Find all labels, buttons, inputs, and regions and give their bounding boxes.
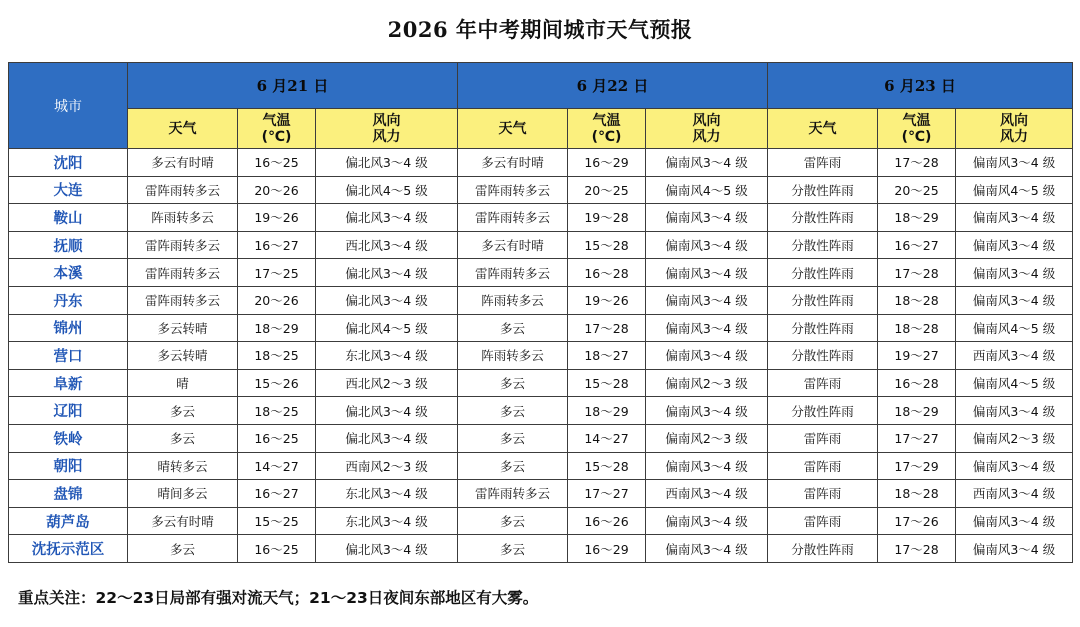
wind-cell: 偏南风3～4 级 [956,507,1073,535]
weather-cell: 雷阵雨转多云 [458,480,568,508]
wind-cell: 偏南风3～4 级 [646,149,768,177]
weather-cell: 雷阵雨转多云 [458,176,568,204]
weather-cell: 多云有时晴 [128,507,238,535]
date-header-0: 6 月21 日 [128,63,458,109]
weather-cell: 雷阵雨 [768,507,878,535]
temperature-cell: 19～27 [878,342,956,370]
temperature-cell: 18～29 [878,204,956,232]
table-row [9,231,1073,259]
subheader-temp-label: 气温 [592,112,621,129]
city-name: 大连 [9,176,128,204]
table-row [9,397,1073,425]
subheader-temp-unit: (℃) [261,128,292,145]
weather-cell: 阵雨转多云 [458,342,568,370]
temperature-cell: 18～29 [878,397,956,425]
wind-cell: 偏南风3～4 级 [956,286,1073,314]
weather-cell: 雷阵雨转多云 [458,259,568,287]
city-name: 铁岭 [9,424,128,452]
city-name: 丹东 [9,286,128,314]
temperature-cell: 15～25 [238,507,316,535]
temperature-cell: 17～25 [238,259,316,287]
city-name: 锦州 [9,314,128,342]
subheader-weather: 天气 [128,109,238,149]
city-name: 盘锦 [9,480,128,508]
temperature-cell: 16～26 [568,507,646,535]
temperature-cell: 17～27 [568,480,646,508]
wind-cell: 西北风3～4 级 [316,231,458,259]
table-row [9,176,1073,204]
wind-cell: 偏南风4～5 级 [646,176,768,204]
wind-cell: 偏北风3～4 级 [316,397,458,425]
temperature-cell: 17～28 [568,314,646,342]
weather-cell: 多云 [458,452,568,480]
weather-cell: 分散性阵雨 [768,286,878,314]
temperature-cell: 16～29 [568,535,646,563]
subheader-temp-label: 气温 [902,112,931,129]
table-row [9,342,1073,370]
wind-cell: 偏南风3～4 级 [646,204,768,232]
temperature-cell: 16～27 [238,231,316,259]
wind-cell: 偏南风3～4 级 [646,286,768,314]
weather-cell: 雷阵雨转多云 [458,204,568,232]
temperature-cell: 18～28 [878,480,956,508]
table-row [9,507,1073,535]
city-name: 抚顺 [9,231,128,259]
city-name: 沈抚示范区 [9,535,128,563]
subheader-wind-force: 风力 [692,128,721,145]
temperature-cell: 19～26 [238,204,316,232]
weather-cell: 雷阵雨 [768,369,878,397]
wind-cell: 偏南风3～4 级 [646,259,768,287]
wind-cell: 西南风3～4 级 [956,342,1073,370]
temperature-cell: 20～26 [238,286,316,314]
wind-cell: 偏南风3～4 级 [956,535,1073,563]
wind-cell: 偏北风3～4 级 [316,286,458,314]
city-name: 葫芦岛 [9,507,128,535]
weather-cell: 分散性阵雨 [768,204,878,232]
wind-cell: 东北风3～4 级 [316,342,458,370]
wind-cell: 偏南风3～4 级 [646,452,768,480]
weather-cell: 多云 [458,397,568,425]
weather-cell: 雷阵雨转多云 [128,259,238,287]
weather-cell: 雷阵雨 [768,149,878,177]
temperature-cell: 16～28 [878,369,956,397]
table-row [9,204,1073,232]
subheader-temperature [568,109,646,149]
table-row [9,424,1073,452]
wind-cell: 偏南风3～4 级 [956,397,1073,425]
temperature-cell: 19～28 [568,204,646,232]
weather-cell: 多云 [458,369,568,397]
weather-cell: 雷阵雨 [768,452,878,480]
wind-cell: 偏北风3～4 级 [316,535,458,563]
weather-cell: 多云 [458,535,568,563]
weather-cell: 分散性阵雨 [768,231,878,259]
temperature-cell: 16～27 [238,480,316,508]
temperature-cell: 17～28 [878,149,956,177]
wind-cell: 偏南风3～4 级 [646,314,768,342]
weather-cell: 分散性阵雨 [768,314,878,342]
temperature-cell: 17～29 [878,452,956,480]
city-name: 沈阳 [9,149,128,177]
temperature-cell: 16～25 [238,535,316,563]
wind-cell: 偏北风4～5 级 [316,176,458,204]
wind-cell: 东北风3～4 级 [316,480,458,508]
table-row [9,259,1073,287]
weather-cell: 雷阵雨转多云 [128,176,238,204]
temperature-cell: 15～28 [568,231,646,259]
temperature-cell: 18～28 [878,314,956,342]
wind-cell: 偏南风3～4 级 [956,231,1073,259]
weather-cell: 多云 [458,314,568,342]
weather-cell: 多云有时晴 [128,149,238,177]
table-row [9,369,1073,397]
table-row [9,452,1073,480]
subheader-temperature [878,109,956,149]
table-row [9,286,1073,314]
temperature-cell: 18～29 [568,397,646,425]
city-name: 本溪 [9,259,128,287]
wind-cell: 偏南风3～4 级 [956,149,1073,177]
wind-cell: 西南风3～4 级 [646,480,768,508]
temperature-cell: 15～26 [238,369,316,397]
wind-cell: 西北风2～3 级 [316,369,458,397]
weather-cell: 分散性阵雨 [768,342,878,370]
subheader-wind [646,109,768,149]
temperature-cell: 18～29 [238,314,316,342]
table-row [9,480,1073,508]
subheader-wind-direction: 风向 [1000,112,1029,129]
weather-cell: 阵雨转多云 [128,204,238,232]
city-name: 阜新 [9,369,128,397]
weather-cell: 多云有时晴 [458,231,568,259]
weather-cell: 分散性阵雨 [768,535,878,563]
table-row [9,314,1073,342]
weather-cell: 晴 [128,369,238,397]
wind-cell: 偏南风3～4 级 [646,342,768,370]
wind-cell: 偏南风3～4 级 [956,204,1073,232]
subheader-temp-label: 气温 [262,112,291,129]
wind-cell: 偏南风2～3 级 [646,424,768,452]
city-name: 鞍山 [9,204,128,232]
temperature-cell: 17～26 [878,507,956,535]
wind-cell: 偏南风3～4 级 [646,507,768,535]
weather-cell: 多云 [458,507,568,535]
weather-cell: 多云有时晴 [458,149,568,177]
date-header-1: 6 月22 日 [458,63,768,109]
weather-cell: 雷阵雨 [768,480,878,508]
temperature-cell: 17～28 [878,535,956,563]
wind-cell: 偏北风3～4 级 [316,424,458,452]
weather-cell: 多云 [458,424,568,452]
temperature-cell: 15～28 [568,452,646,480]
wind-cell: 偏南风4～5 级 [956,369,1073,397]
temperature-cell: 18～25 [238,342,316,370]
temperature-cell: 18～25 [238,397,316,425]
weather-cell: 分散性阵雨 [768,259,878,287]
wind-cell: 偏北风3～4 级 [316,149,458,177]
subheader-temperature [238,109,316,149]
temperature-cell: 19～26 [568,286,646,314]
temperature-cell: 16～25 [238,149,316,177]
wind-cell: 偏北风3～4 级 [316,204,458,232]
weather-cell: 晴间多云 [128,480,238,508]
temperature-cell: 18～28 [878,286,956,314]
temperature-cell: 16～27 [878,231,956,259]
temperature-cell: 16～25 [238,424,316,452]
date-header-2: 6 月23 日 [768,63,1073,109]
temperature-cell: 18～27 [568,342,646,370]
subheader-wind-force: 风力 [1000,128,1029,145]
key-notice: 重点关注：22～23日局部有强对流天气；21～23日夜间东部地区有大雾。 [18,589,539,607]
subheader-wind-direction: 风向 [692,112,721,129]
wind-cell: 偏南风4～5 级 [956,314,1073,342]
city-name: 朝阳 [9,452,128,480]
temperature-cell: 14～27 [568,424,646,452]
wind-cell: 偏南风3～4 级 [646,397,768,425]
wind-cell: 偏南风3～4 级 [646,535,768,563]
weather-cell: 多云转晴 [128,342,238,370]
subheader-temp-unit: (℃) [591,128,622,145]
wind-cell: 偏南风3～4 级 [646,231,768,259]
weather-cell: 阵雨转多云 [458,286,568,314]
weather-cell: 多云 [128,424,238,452]
temperature-cell: 20～25 [878,176,956,204]
temperature-cell: 14～27 [238,452,316,480]
temperature-cell: 16～28 [568,259,646,287]
temperature-cell: 17～27 [878,424,956,452]
wind-cell: 偏南风4～5 级 [956,176,1073,204]
wind-cell: 偏北风3～4 级 [316,259,458,287]
temperature-cell: 15～28 [568,369,646,397]
temperature-cell: 20～25 [568,176,646,204]
temperature-cell: 16～29 [568,149,646,177]
weather-cell: 雷阵雨 [768,424,878,452]
subheader-temp-unit: (℃) [901,128,932,145]
subheader-weather: 天气 [768,109,878,149]
weather-cell: 分散性阵雨 [768,397,878,425]
weather-cell: 多云 [128,397,238,425]
wind-cell: 西南风3～4 级 [956,480,1073,508]
wind-cell: 偏北风4～5 级 [316,314,458,342]
wind-cell: 东北风3～4 级 [316,507,458,535]
weather-cell: 多云 [128,535,238,563]
weather-cell: 多云转晴 [128,314,238,342]
table-row [9,149,1073,177]
wind-cell: 偏南风3～4 级 [956,452,1073,480]
weather-cell: 雷阵雨转多云 [128,286,238,314]
temperature-cell: 20～26 [238,176,316,204]
page-title: 2026 年中考期间城市天气预报 [387,17,693,42]
city-name: 营口 [9,342,128,370]
weather-table [8,62,1073,563]
weather-cell: 分散性阵雨 [768,176,878,204]
city-column-header: 城市 [9,63,128,149]
weather-cell: 雷阵雨转多云 [128,231,238,259]
city-name: 辽阳 [9,397,128,425]
subheader-wind [316,109,458,149]
table-row [9,535,1073,563]
temperature-cell: 17～28 [878,259,956,287]
weather-cell: 晴转多云 [128,452,238,480]
wind-cell: 偏南风2～3 级 [646,369,768,397]
subheader-weather: 天气 [458,109,568,149]
subheader-wind [956,109,1073,149]
wind-cell: 西南风2～3 级 [316,452,458,480]
subheader-wind-direction: 风向 [372,112,401,129]
subheader-wind-force: 风力 [372,128,401,145]
wind-cell: 偏南风3～4 级 [956,259,1073,287]
wind-cell: 偏南风2～3 级 [956,424,1073,452]
